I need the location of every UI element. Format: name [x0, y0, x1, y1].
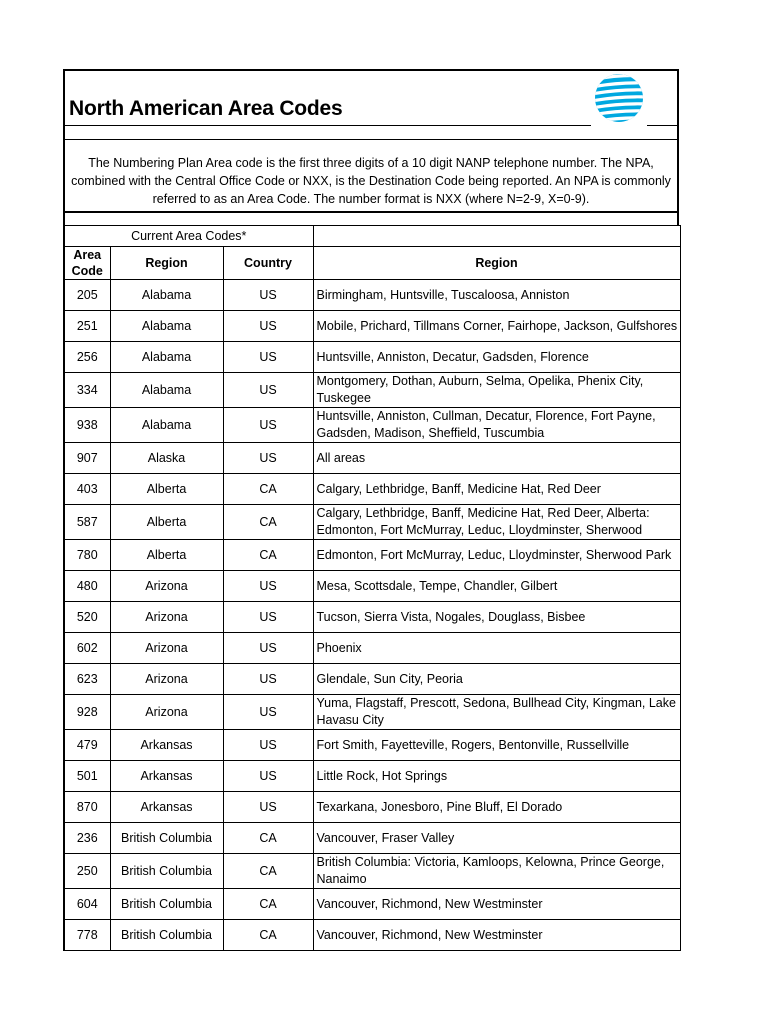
- country-cell: US: [223, 342, 313, 373]
- att-globe-logo-icon: [591, 71, 647, 127]
- country-cell: US: [223, 792, 313, 823]
- region-cell: Alaska: [110, 443, 223, 474]
- region-detail-cell: Calgary, Lethbridge, Banff, Medicine Hat, Red Deer, Alberta: Edmonton, Fort McMurray, Leduc, Lloydminster, Sherwood: [313, 505, 680, 540]
- area-code-cell: 403: [64, 474, 110, 505]
- region-detail-cell: Vancouver, Fraser Valley: [313, 823, 680, 854]
- region-cell: Arizona: [110, 571, 223, 602]
- table-row: [64, 373, 680, 408]
- country-cell: US: [223, 280, 313, 311]
- region-cell: Alberta: [110, 474, 223, 505]
- table-row: [64, 280, 680, 311]
- country-cell: CA: [223, 889, 313, 920]
- region-detail-cell: Glendale, Sun City, Peoria: [313, 664, 680, 695]
- table-row: [64, 920, 680, 951]
- country-cell: US: [223, 633, 313, 664]
- table-row: [64, 823, 680, 854]
- table-row: [64, 505, 680, 540]
- country-cell: CA: [223, 474, 313, 505]
- area-code-cell: 334: [64, 373, 110, 408]
- region-detail-cell: Texarkana, Jonesboro, Pine Bluff, El Dorado: [313, 792, 680, 823]
- region-detail-cell: Birmingham, Huntsville, Tuscaloosa, Anniston: [313, 280, 680, 311]
- country-cell: CA: [223, 540, 313, 571]
- area-code-cell: 250: [64, 854, 110, 889]
- table-row: [64, 854, 680, 889]
- country-cell: US: [223, 730, 313, 761]
- region-detail-cell: Mobile, Prichard, Tillmans Corner, Fairhope, Jackson, Gulfshores: [313, 311, 680, 342]
- spacer-row: [63, 211, 679, 225]
- region-detail-cell: Calgary, Lethbridge, Banff, Medicine Hat, Red Deer: [313, 474, 680, 505]
- region-cell: Alabama: [110, 280, 223, 311]
- area-code-cell: 604: [64, 889, 110, 920]
- region-cell: British Columbia: [110, 854, 223, 889]
- region-cell: British Columbia: [110, 823, 223, 854]
- country-cell: CA: [223, 920, 313, 951]
- column-header-area-code: Area Code: [64, 247, 110, 280]
- area-code-cell: 938: [64, 408, 110, 443]
- table-row: [64, 664, 680, 695]
- area-code-cell: 520: [64, 602, 110, 633]
- area-code-cell: 587: [64, 505, 110, 540]
- region-detail-cell: Little Rock, Hot Springs: [313, 761, 680, 792]
- region-cell: Alberta: [110, 505, 223, 540]
- area-code-cell: 501: [64, 761, 110, 792]
- region-detail-cell: All areas: [313, 443, 680, 474]
- area-code-cell: 480: [64, 571, 110, 602]
- column-header-country: Country: [223, 247, 313, 280]
- region-cell: Alabama: [110, 408, 223, 443]
- table-row: [64, 443, 680, 474]
- region-cell: British Columbia: [110, 889, 223, 920]
- region-cell: Arkansas: [110, 761, 223, 792]
- region-cell: Arizona: [110, 664, 223, 695]
- region-cell: British Columbia: [110, 920, 223, 951]
- region-detail-cell: Phoenix: [313, 633, 680, 664]
- country-cell: US: [223, 602, 313, 633]
- country-cell: US: [223, 408, 313, 443]
- area-code-cell: 602: [64, 633, 110, 664]
- header-row: [64, 247, 680, 280]
- country-cell: US: [223, 761, 313, 792]
- table-caption: Current Area Codes*: [64, 226, 313, 247]
- country-cell: CA: [223, 854, 313, 889]
- region-detail-cell: Mesa, Scottsdale, Tempe, Chandler, Gilbert: [313, 571, 680, 602]
- area-code-cell: 256: [64, 342, 110, 373]
- area-codes-table: [63, 225, 681, 951]
- country-cell: US: [223, 443, 313, 474]
- area-code-cell: 623: [64, 664, 110, 695]
- table-row: [64, 571, 680, 602]
- page-title: North American Area Codes: [69, 97, 343, 120]
- title-row: [63, 69, 679, 125]
- table-row: [64, 540, 680, 571]
- region-cell: Arkansas: [110, 792, 223, 823]
- country-cell: US: [223, 571, 313, 602]
- table-row: [64, 695, 680, 730]
- area-code-cell: 780: [64, 540, 110, 571]
- region-cell: Alabama: [110, 311, 223, 342]
- table-row: [64, 730, 680, 761]
- region-detail-cell: Montgomery, Dothan, Auburn, Selma, Opelika, Phenix City, Tuskegee: [313, 373, 680, 408]
- area-code-cell: 778: [64, 920, 110, 951]
- region-cell: Arizona: [110, 695, 223, 730]
- region-cell: Arizona: [110, 602, 223, 633]
- area-code-cell: 251: [64, 311, 110, 342]
- column-header-region: Region: [110, 247, 223, 280]
- table-row: [64, 889, 680, 920]
- empty-cell: [313, 226, 680, 247]
- area-code-cell: 870: [64, 792, 110, 823]
- country-cell: US: [223, 373, 313, 408]
- region-detail-cell: Yuma, Flagstaff, Prescott, Sedona, Bullhead City, Kingman, Lake Havasu City: [313, 695, 680, 730]
- table-row: [64, 792, 680, 823]
- country-cell: US: [223, 695, 313, 730]
- spacer-row: [63, 125, 679, 139]
- region-cell: Arkansas: [110, 730, 223, 761]
- spreadsheet: [63, 69, 679, 951]
- region-detail-cell: Tucson, Sierra Vista, Nogales, Douglass, Bisbee: [313, 602, 680, 633]
- region-detail-cell: British Columbia: Victoria, Kamloops, Kelowna, Prince George, Nanaimo: [313, 854, 680, 889]
- area-code-cell: 236: [64, 823, 110, 854]
- region-detail-cell: Vancouver, Richmond, New Westminster: [313, 889, 680, 920]
- country-cell: CA: [223, 823, 313, 854]
- area-code-cell: 928: [64, 695, 110, 730]
- country-cell: US: [223, 664, 313, 695]
- table-row: [64, 633, 680, 664]
- region-detail-cell: Huntsville, Anniston, Cullman, Decatur, Florence, Fort Payne, Gadsden, Madison, Sheffield, Tuscumbia: [313, 408, 680, 443]
- column-header-region-detail: Region: [313, 247, 680, 280]
- region-detail-cell: Fort Smith, Fayetteville, Rogers, Bentonville, Russellville: [313, 730, 680, 761]
- region-detail-cell: Vancouver, Richmond, New Westminster: [313, 920, 680, 951]
- table-row: [64, 408, 680, 443]
- region-detail-cell: Edmonton, Fort McMurray, Leduc, Lloydminster, Sherwood Park: [313, 540, 680, 571]
- table-row: [64, 311, 680, 342]
- area-code-cell: 479: [64, 730, 110, 761]
- area-code-cell: 205: [64, 280, 110, 311]
- table-row: [64, 761, 680, 792]
- table-row: [64, 602, 680, 633]
- area-code-cell: 907: [64, 443, 110, 474]
- region-cell: Arizona: [110, 633, 223, 664]
- table-row: [64, 474, 680, 505]
- region-cell: Alabama: [110, 342, 223, 373]
- country-cell: US: [223, 311, 313, 342]
- region-detail-cell: Huntsville, Anniston, Decatur, Gadsden, Florence: [313, 342, 680, 373]
- description-text: The Numbering Plan Area code is the first three digits of a 10 digit NANP telephone number. The NPA, combined with the Central Office Code or NXX, is the Destination Code being reported. An NPA is commonly referred to as an Area Code. The number format is NXX (where N=2-9, X=0-9).: [63, 139, 679, 211]
- region-cell: Alberta: [110, 540, 223, 571]
- country-cell: CA: [223, 505, 313, 540]
- table-row: [64, 342, 680, 373]
- region-cell: Alabama: [110, 373, 223, 408]
- caption-row: [64, 226, 680, 247]
